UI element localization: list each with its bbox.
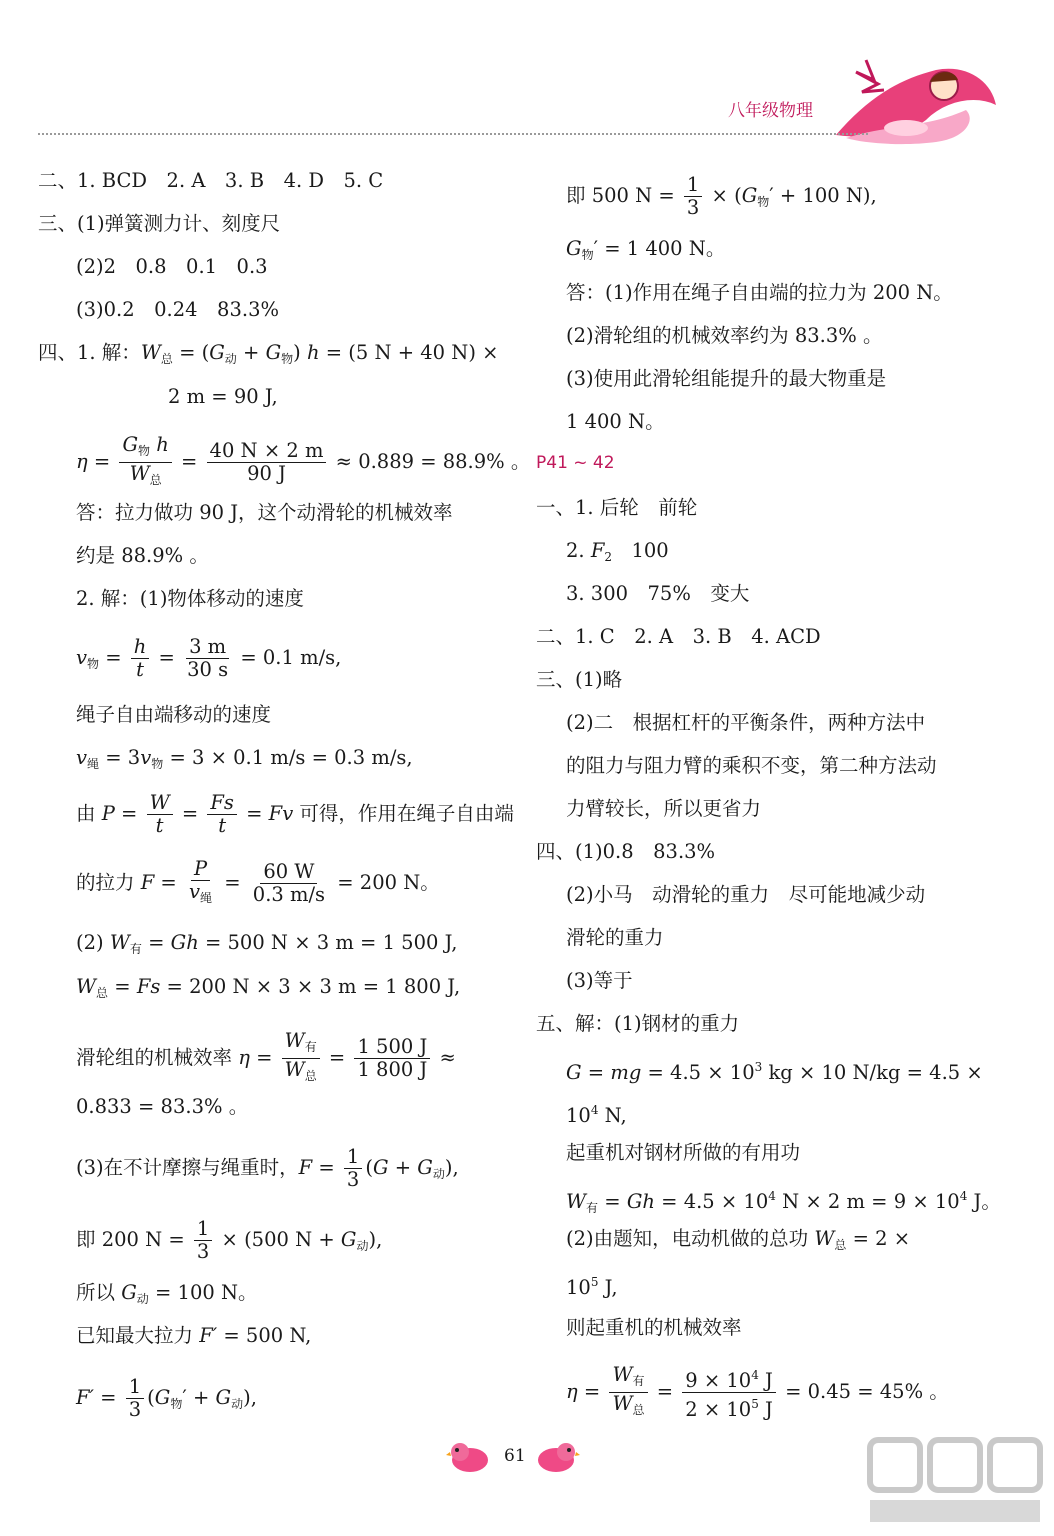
formula-line: (2) $W_有 = Gh = 500$ N × 3 m = 1 500 J, xyxy=(76,931,458,956)
formula-line: 即 200 N = $\frac{1}{3}$ × (500 $N + G_动$), xyxy=(76,1217,383,1263)
answer-line: 三、(1)略 xyxy=(536,668,623,691)
answer-line: 0.833 = 83.3% 。 xyxy=(76,1095,249,1118)
formula-line: 即 500 N = $\frac{1}{3}$ × ($G_物' + 100$ N), xyxy=(566,173,877,219)
pink-bird-icon xyxy=(446,1436,490,1476)
fraction: $\frac{W_有}{W_总}$ xyxy=(609,1364,647,1421)
answer-line: (2)小马 动滑轮的重力 尽可能地减少动 xyxy=(566,883,926,906)
answer-line: (3)等于 xyxy=(566,969,633,992)
fraction: $\frac{Fs}{t}$ xyxy=(207,792,237,837)
formula-line: (3)在不计摩擦与绳重时，F = $\frac{1}{3}$ $(G + G_动)$, xyxy=(76,1145,459,1191)
answer-line: 3. 300 75% 变大 xyxy=(566,582,750,605)
watermark-logo xyxy=(860,1430,1050,1530)
formula-line: $W_有 = Gh = 4.5 \times 10^4$ N × 2 $m = 9 \times 10^4$ J。 xyxy=(566,1189,1001,1215)
formula-line: $v_物$ = $\frac{h}{t}$ = $\frac{3 m}{30 s}$ = 0.1 m/s, xyxy=(76,635,342,681)
fraction: $\frac{1}{3}$ xyxy=(344,1146,362,1191)
fraction: $\frac{P}{v_绳}$ xyxy=(188,857,213,905)
fraction: $\frac{3 m}{30 s}$ xyxy=(187,635,229,681)
formula-line: 滑轮组的机械效率 η = $\frac{W_有}{W_总}$ = $\frac{1 500 J}{1 800 J}$ ≈ xyxy=(76,1030,456,1087)
answer-line: 约是 88.9% 。 xyxy=(76,544,209,567)
answer-line: 一、1. 后轮 前轮 xyxy=(536,496,698,519)
answer-line: 四、(1)0.8 83.3% xyxy=(536,840,716,863)
formula-line: 已知最大拉力 F′ = 500 N, xyxy=(76,1324,312,1347)
answer-line: 2. 解：(1)物体移动的速度 xyxy=(76,587,304,610)
pink-bird-icon xyxy=(536,1436,580,1476)
answer-line: 的阻力与阻力臂的乘积不变，第二种方法动 xyxy=(566,754,937,777)
fraction: $\frac{9 \times 10^4 J}{2 \times 10^5 J}$ xyxy=(682,1364,776,1421)
fraction: $\frac{h}{t}$ xyxy=(131,636,150,681)
answer-line: (2)2 0.8 0.1 0.3 xyxy=(76,255,268,278)
fraction: $\frac{1}{3}$ xyxy=(194,1218,212,1263)
formula-line: $G_物' = 1$ 400 N。 xyxy=(566,237,726,262)
formula-line: η = $\frac{G_物 h}{W_总}$ = $\frac{40 N \times 2 m}{90 J}$ ≈ 0.889 = 88.9% 。 xyxy=(76,434,530,491)
answer-line: (2)滑轮组的机械效率约为 83.3% 。 xyxy=(566,324,883,347)
answer-line: 五、解：(1)钢材的重力 xyxy=(536,1012,740,1035)
fraction: $\frac{W_有}{W_总}$ xyxy=(282,1030,320,1087)
formula-line: $10^4$ N, xyxy=(566,1103,627,1127)
fraction: $\frac{1}{3}$ xyxy=(684,174,702,219)
formula-line: G = mg = $4.5 \times 10^3$ kg × 10 N/kg = 4.5 × xyxy=(566,1060,983,1084)
page-number: 61 xyxy=(504,1446,526,1466)
fraction: $\frac{1 500 J}{1 800 J}$ xyxy=(354,1036,430,1081)
header-divider xyxy=(38,133,868,135)
answer-line: 答：拉力做功 90 J，这个动滑轮的机械效率 xyxy=(76,501,453,524)
answer-line: 2 m = 90 J, xyxy=(168,385,278,408)
answer-line: 答：(1)作用在绳子自由端的拉力为 200 N。 xyxy=(566,281,953,304)
answer-line: 力臂较长，所以更省力 xyxy=(566,797,762,820)
answer-line: 则起重机的机械效率 xyxy=(566,1316,742,1339)
formula-line: F′ = $\frac{1}{3}$ $(G_物' + G_动)$, xyxy=(76,1375,257,1421)
formula-line: 四、1. 解：$W_总 = (G_动 + G_物) h = (5$ N + 40 N) × xyxy=(38,341,499,366)
section-heading: P41 ~ 42 xyxy=(536,453,615,473)
formula-line: η = $\frac{W_有}{W_总}$ = $\frac{9 \times 10^4 J}{2 \times 10^5 J}$ = 0.45 = 45% 。 xyxy=(566,1363,949,1421)
answer-line: 二、1. BCD 2. A 3. B 4. D 5. C xyxy=(38,169,384,192)
formula-line: (2)由题知，电动机做的总功 $W_总 = 2$ × xyxy=(566,1227,911,1252)
answer-line: 三、(1)弹簧测力计、刻度尺 xyxy=(38,212,281,235)
fraction: $\frac{1}{3}$ xyxy=(126,1376,144,1421)
fraction: $\frac{60 W}{0.3 m/s}$ xyxy=(252,860,326,906)
answer-line: 二、1. C 2. A 3. B 4. ACD xyxy=(536,625,821,648)
formula-line: 由 P = $\frac{W}{t}$ = $\frac{Fs}{t}$ = Fv 可得，作用在绳子自由端 xyxy=(76,791,514,837)
formula-line: 2. $F_2$ 100 xyxy=(566,539,669,564)
fraction: $\frac{W}{t}$ xyxy=(147,792,173,837)
answer-line: 绳子自由端移动的速度 xyxy=(76,703,272,726)
formula-line: 的拉力 F = $\frac{P}{v_绳}$ = $\frac{60 W}{0.3 m/s}$ = 200 N。 xyxy=(76,858,440,909)
formula-line: $v_绳 = 3v_物 = 3 \times 0.1$ m/s = 0.3 m/s, xyxy=(76,746,413,771)
formula-line: $W_总 = Fs = 200$ N × 3 × 3 m = 1 800 J, xyxy=(76,975,461,1000)
formula-line: $10^5$ J, xyxy=(566,1275,618,1299)
answer-line: (3)0.2 0.24 83.3% xyxy=(76,298,279,321)
fraction: $\frac{40 N \times 2 m}{90 J}$ xyxy=(207,440,327,485)
answer-line: 1 400 N。 xyxy=(566,410,665,433)
formula-line: 所以 $G_动 = 100$ N。 xyxy=(76,1281,258,1306)
answer-line: (3)使用此滑轮组能提升的最大物重是 xyxy=(566,367,887,390)
header-title: 八年级物理 xyxy=(728,101,813,121)
fraction: $\frac{G_物 h}{W_总}$ xyxy=(119,434,171,491)
answer-line: (2)二 根据杠杆的平衡条件，两种方法中 xyxy=(566,711,926,734)
answer-line: 滑轮的重力 xyxy=(566,926,664,949)
answer-line: 起重机对钢材所做的有用功 xyxy=(566,1141,801,1164)
